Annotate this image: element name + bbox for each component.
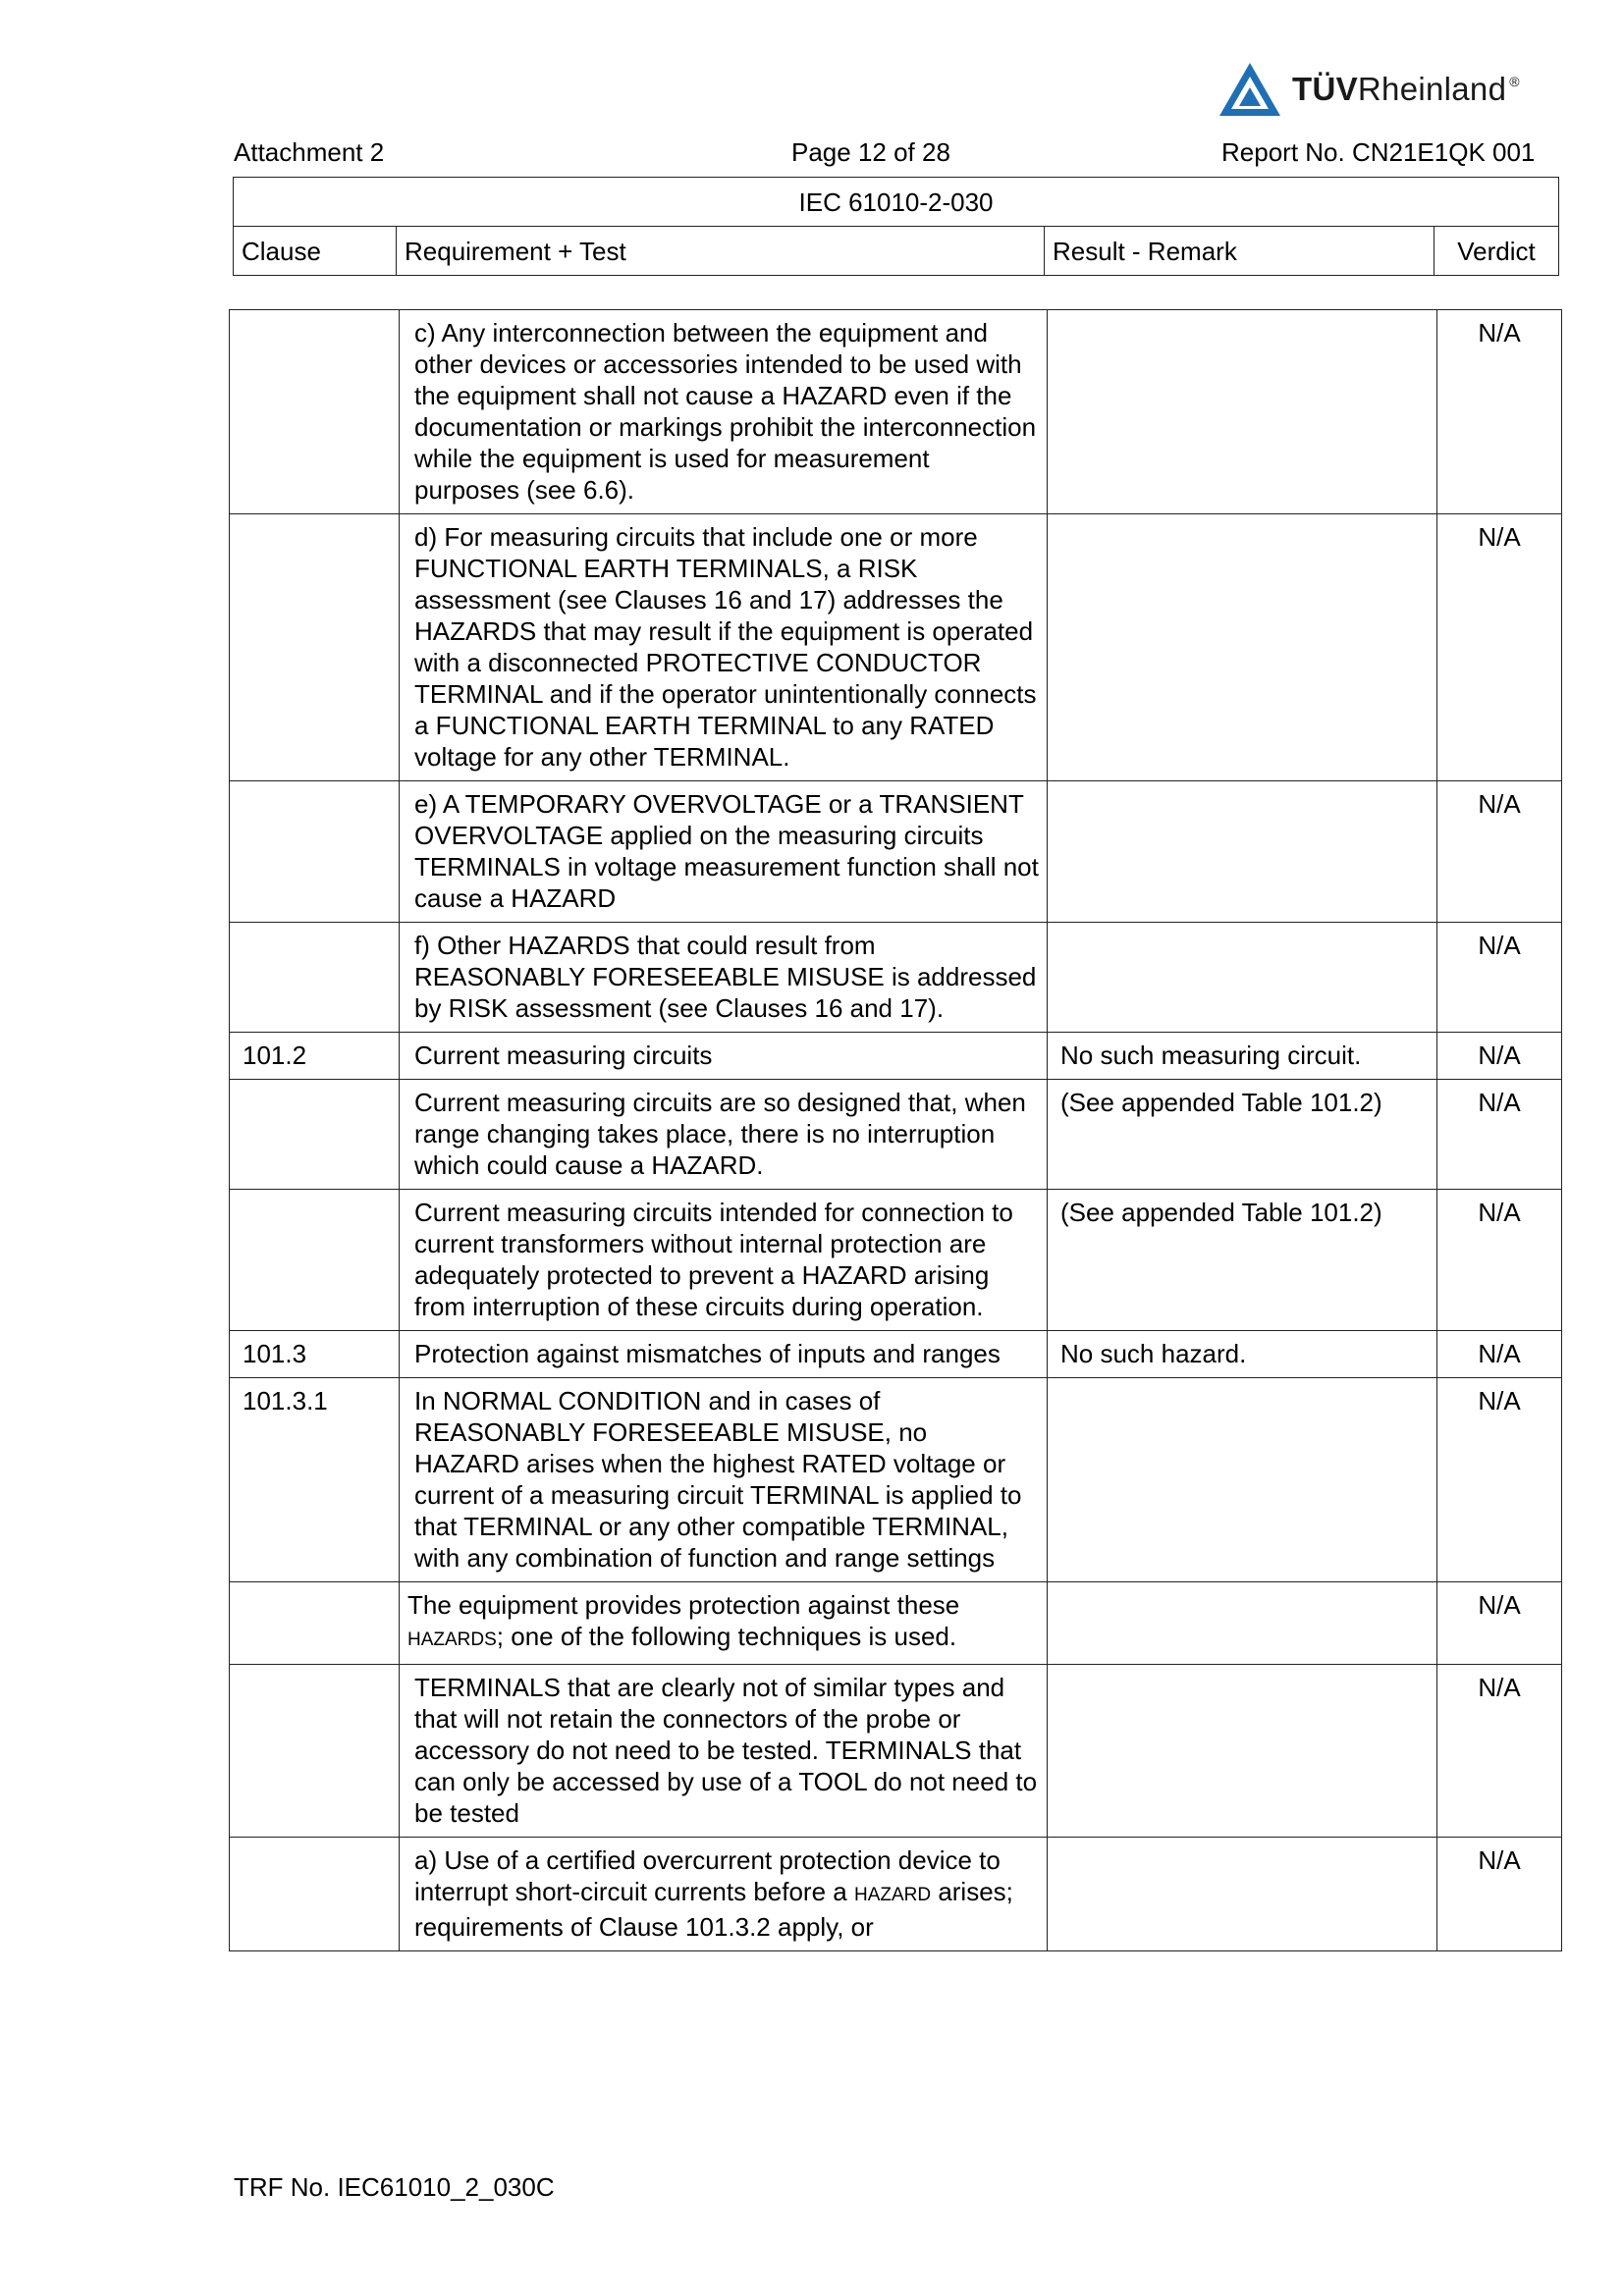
verdict-cell: N/A xyxy=(1437,1838,1562,1951)
column-header-requirement: Requirement + Test xyxy=(397,227,1045,276)
requirement-cell xyxy=(400,1582,1048,1665)
verdict-cell: N/A xyxy=(1437,781,1562,923)
result-cell xyxy=(1048,1838,1437,1951)
table-row xyxy=(230,1080,1562,1190)
verdict-cell: N/A xyxy=(1437,514,1562,781)
requirement-cell: c) Any interconnection between the equipment and other devices or accessories intended to be used with the equipment shall not cause a HAZARD even if the documentation or markings prohibit the interconnection while the equipment is used for measurement purposes (see 6.6). xyxy=(400,310,1048,514)
logo-wordmark: TÜVRheinland ® xyxy=(1292,71,1520,107)
table-row xyxy=(230,923,1562,1033)
result-cell xyxy=(1048,923,1437,1033)
clause-cell xyxy=(230,514,400,781)
table-row xyxy=(230,781,1562,923)
trf-number: TRF No. IEC61010_2_030C xyxy=(234,2172,555,2202)
tuv-triangle-icon xyxy=(1218,61,1282,118)
result-cell xyxy=(1048,781,1437,923)
verdict-cell: N/A xyxy=(1437,310,1562,514)
requirement-text: arises; requirements of Clause 101.3.2 apply, or xyxy=(414,1877,1013,1942)
clause-cell xyxy=(230,781,400,923)
column-header-verdict: Verdict xyxy=(1435,227,1559,276)
table-row xyxy=(230,1378,1562,1582)
requirement-cell: Current measuring circuits are so designed that, when range changing takes place, there is no interruption which could cause a HAZARD. xyxy=(400,1080,1048,1190)
standard-title: IEC 61010-2-030 xyxy=(234,178,1559,227)
table-row xyxy=(230,514,1562,781)
clause-cell: 101.2 xyxy=(230,1033,400,1080)
clause-cell xyxy=(230,310,400,514)
attachment-label: Attachment 2 xyxy=(234,137,385,167)
requirement-cell: Current measuring circuits intended for connection to current transformers without internal protection are adequately protected to prevent a HAZARD arising from interruption of these circuits during operation. xyxy=(400,1190,1048,1331)
page-number: Page 12 of 28 xyxy=(791,137,950,167)
verdict-cell: N/A xyxy=(1437,1582,1562,1665)
clause-cell xyxy=(230,1665,400,1838)
tuv-rheinland-logo xyxy=(1218,61,1520,118)
column-header-clause: Clause xyxy=(234,227,397,276)
verdict-cell: N/A xyxy=(1437,1033,1562,1080)
verdict-cell: N/A xyxy=(1437,1190,1562,1331)
verdict-cell: N/A xyxy=(1437,1080,1562,1190)
result-cell xyxy=(1048,1582,1437,1665)
table-row xyxy=(230,1838,1562,1951)
verdict-cell: N/A xyxy=(1437,1378,1562,1582)
verdict-cell: N/A xyxy=(1437,923,1562,1033)
small-caps-term: HAZARD xyxy=(853,1885,932,1905)
column-header-result: Result - Remark xyxy=(1045,227,1435,276)
requirement-cell: Current measuring circuits xyxy=(400,1033,1048,1080)
result-cell: (See appended Table 101.2) xyxy=(1048,1190,1437,1331)
result-cell: (See appended Table 101.2) xyxy=(1048,1080,1437,1190)
table-row xyxy=(230,1033,1562,1080)
table-row xyxy=(230,1665,1562,1838)
report-number: Report No. CN21E1QK 001 xyxy=(1221,137,1536,167)
verdict-cell: N/A xyxy=(1437,1331,1562,1378)
requirement-cell: d) For measuring circuits that include one or more FUNCTIONAL EARTH TERMINALS, a RISK assessment (see Clauses 16 and 17) addresses the HAZARDS that may result if the equipment is operated with a disconnected PROTECTIVE CONDUCTOR TERMINAL and if the operator unintentionally connects a FUNCTIONAL EARTH TERMINAL to any RATED voltage for any other TERMINAL. xyxy=(400,514,1048,781)
requirement-cell: e) A TEMPORARY OVERVOLTAGE or a TRANSIENT OVERVOLTAGE applied on the measuring circuits TERMINALS in voltage measurement function shall not cause a HAZARD xyxy=(400,781,1048,923)
result-cell: No such measuring circuit. xyxy=(1048,1033,1437,1080)
small-caps-term: HAZARDS xyxy=(407,1629,497,1650)
result-cell xyxy=(1048,1665,1437,1838)
header-table xyxy=(233,177,1559,276)
requirement-cell: In NORMAL CONDITION and in cases of REASONABLY FORESEEABLE MISUSE, no HAZARD arises when the highest RATED voltage or current of a measuring circuit TERMINAL is applied to that TERMINAL or any other compatible TERMINAL, with any combination of function and range settings xyxy=(400,1378,1048,1582)
requirements-table xyxy=(229,309,1562,1951)
requirement-text: a) Use of a certified overcurrent protection device to interrupt short-circuit currents before a xyxy=(414,1845,1001,1906)
result-cell xyxy=(1048,514,1437,781)
requirement-cell: f) Other HAZARDS that could result from REASONABLY FORESEEABLE MISUSE is addressed by RISK assessment (see Clauses 16 and 17). xyxy=(400,923,1048,1033)
clause-cell: 101.3.1 xyxy=(230,1378,400,1582)
clause-cell xyxy=(230,1190,400,1331)
requirement-text: ; one of the following techniques is used. xyxy=(496,1622,957,1651)
verdict-cell: N/A xyxy=(1437,1665,1562,1838)
requirement-cell: TERMINALS that are clearly not of similar types and that will not retain the connectors of the probe or accessory do not need to be tested. TERMINALS that can only be accessed by use of a TOOL do not need to be tested xyxy=(400,1665,1048,1838)
clause-cell xyxy=(230,1080,400,1190)
table-row xyxy=(230,1582,1562,1665)
clause-cell xyxy=(230,1838,400,1951)
result-cell xyxy=(1048,310,1437,514)
clause-cell xyxy=(230,1582,400,1665)
table-row xyxy=(230,310,1562,514)
result-cell: No such hazard. xyxy=(1048,1331,1437,1378)
requirement-cell xyxy=(400,1838,1048,1951)
table-row xyxy=(230,1331,1562,1378)
requirement-cell: Protection against mismatches of inputs and ranges xyxy=(400,1331,1048,1378)
clause-cell xyxy=(230,923,400,1033)
result-cell xyxy=(1048,1378,1437,1582)
requirement-text: The equipment provides protection against these xyxy=(407,1590,960,1620)
table-row xyxy=(230,1190,1562,1331)
clause-cell: 101.3 xyxy=(230,1331,400,1378)
